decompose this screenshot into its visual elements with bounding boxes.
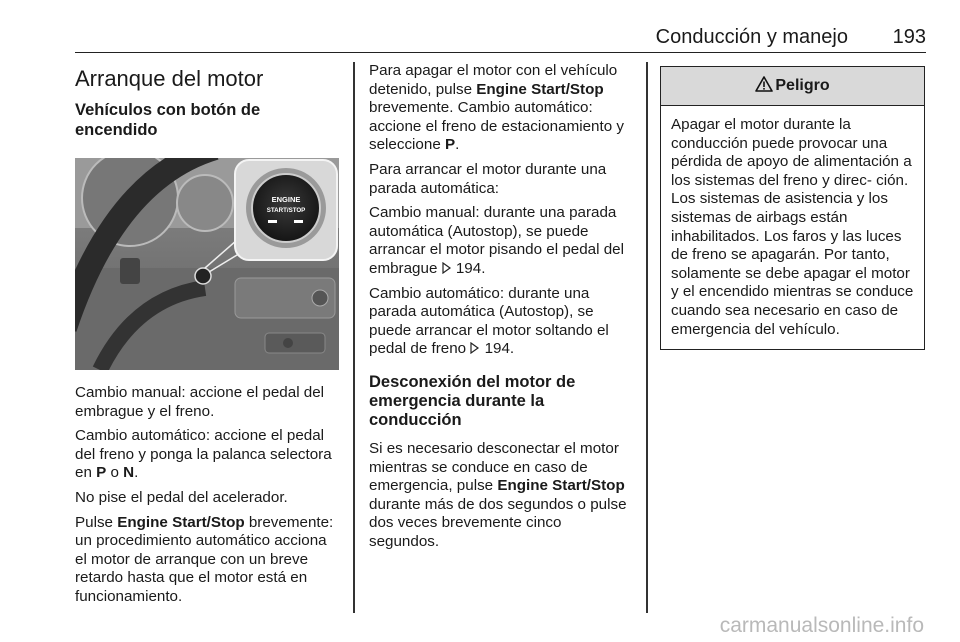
- page-header: [75, 26, 926, 53]
- column-divider: [353, 62, 355, 613]
- paragraph: Si es necesario desconectar el motor mientras se conduce en caso de emergencia, pulse Engine Start/Stop durante más de dos segundos o pulse dos veces brevemente cinco segundos.: [369, 439, 627, 550]
- warning-triangle-icon: [755, 76, 773, 92]
- article-title: Arranque del motor: [75, 66, 264, 91]
- column-divider: [646, 62, 648, 613]
- watermark: carmanualsonline.info: [719, 614, 924, 637]
- section-heading: Desconexión del motor de emergencia durante la conducción: [369, 372, 576, 429]
- page-number: 193: [892, 26, 926, 48]
- page-reference[interactable]: 194: [484, 340, 510, 358]
- paragraph: Cambio automático: accione el pedal del freno y ponga la palanca selectora en P o N.: [75, 427, 332, 482]
- section-title: Conducción y manejo: [655, 26, 848, 48]
- paragraph: Para apagar el motor con el vehículo detenido, pulse Engine Start/Stop brevemente. Cambio automático: accione el freno de estacionamiento y seleccione P.: [369, 62, 624, 154]
- column-middle: [369, 62, 633, 557]
- reference-arrow-icon: [470, 342, 480, 354]
- paragraph: Cambio manual: durante una parada automática (Autostop), se puede arrancar el motor pisando el pedal del embrague 194.: [369, 204, 624, 277]
- paragraph: Cambio manual: accione el pedal del embrague y el freno.: [75, 384, 325, 420]
- dashboard-photo: [75, 158, 339, 370]
- danger-text: Apagar el motor durante la conducción puede provocar una pérdida de apoyo de alimentación a los sistemas del freno y direc- ción. Los sistemas de asistencia y los sistemas de airbags están inhabilitados. Los faros y las luces de freno se apagarán. Por tanto, solamente se debe apagar el motor y el encendido mientras se conduce cuando sea necesario en caso de emergencia del vehículo.: [671, 116, 914, 338]
- danger-title: Peligro: [775, 77, 830, 94]
- button-label-startstop: START/STOP: [266, 207, 306, 214]
- page-reference[interactable]: 194: [455, 259, 482, 277]
- danger-header: [661, 67, 924, 106]
- button-label-engine: ENGINE: [271, 195, 301, 204]
- danger-box: [660, 66, 925, 350]
- column-right: [660, 62, 925, 350]
- paragraph: Para arrancar el motor durante una parada automática:: [369, 160, 607, 197]
- column-left: [75, 62, 339, 613]
- reference-arrow-icon: [442, 262, 452, 274]
- paragraph: Cambio automático: durante una parada automática (Autostop), se puede arrancar el motor soltando el pedal de freno 194.: [369, 284, 609, 358]
- article-subtitle: Vehículos con botón de encendido: [75, 101, 261, 139]
- paragraph: No pise el pedal del acelerador.: [75, 488, 288, 506]
- paragraph: Pulse Engine Start/Stop brevemente: un procedimiento automático acciona el motor de arranque con un breve retardo hasta que el motor está en funcionamiento.: [75, 513, 334, 605]
